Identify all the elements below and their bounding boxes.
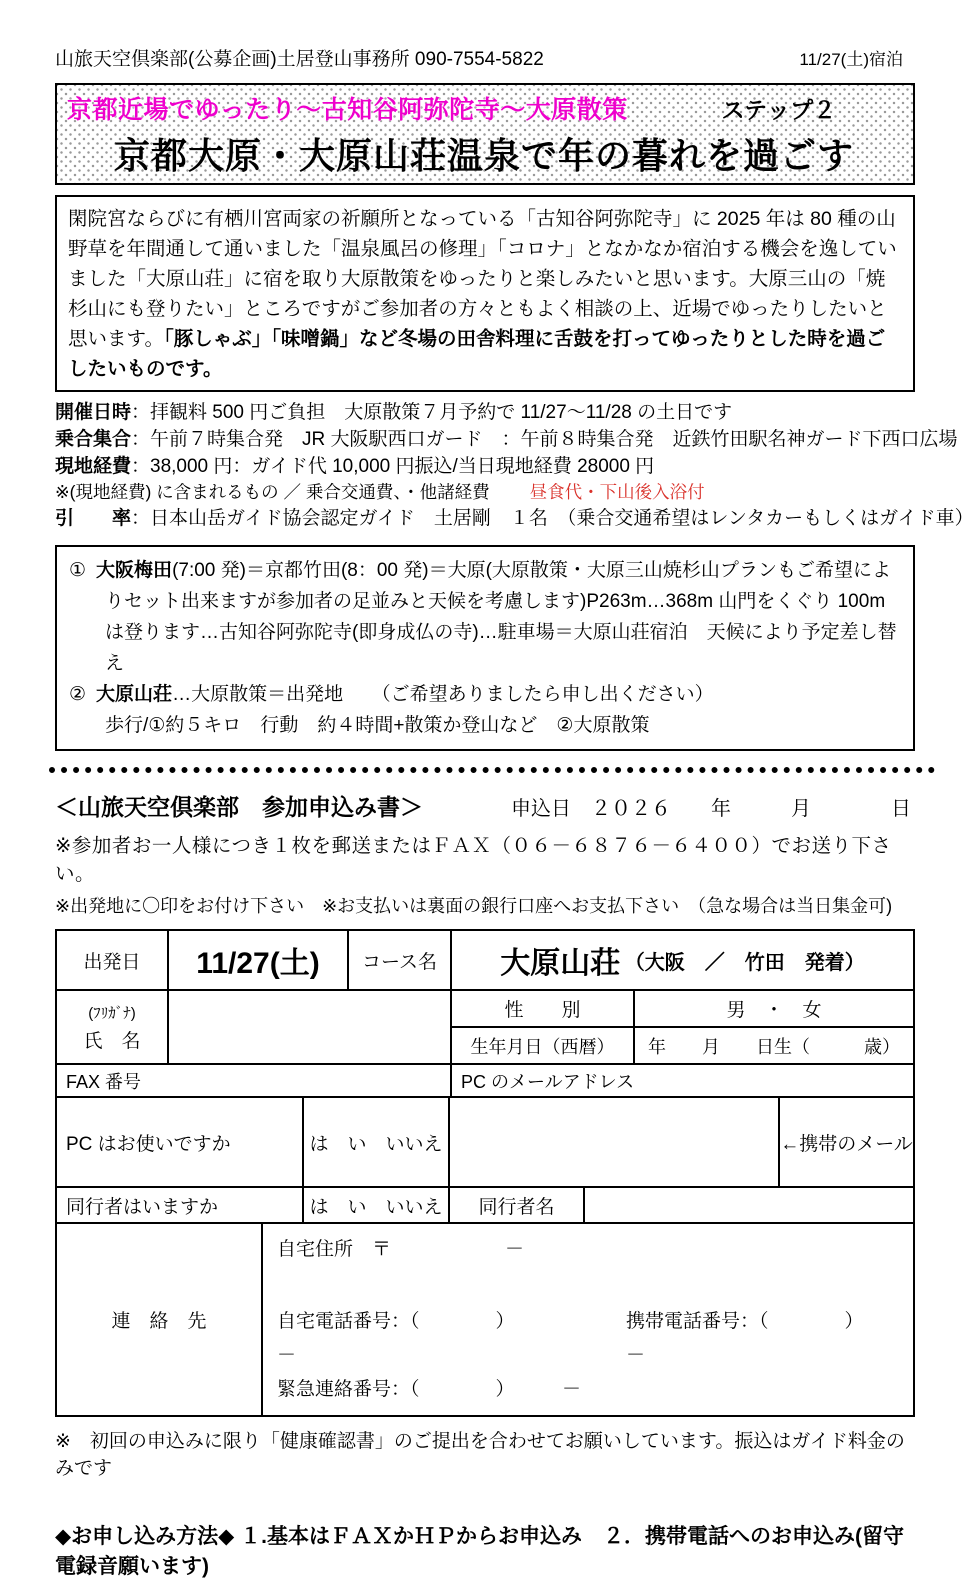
contact-label: 連 絡 先 [111,1311,207,1332]
birth-input[interactable]: 年 月 日生（ 歳） [633,1028,913,1063]
birth-row [452,1026,913,1063]
birth-label: 生年月日（西暦） [470,1036,615,1057]
sex-birth-subtable [450,991,913,1063]
tour-details [55,399,974,532]
application-date-field[interactable]: 申込日 ２０２６ 年 月 日 [511,798,911,820]
guide-label: 引 率 [55,508,132,529]
form-row-companion [57,1186,913,1222]
title-box [55,83,915,185]
document-header [55,44,915,71]
home-address-field[interactable]: 自宅住所 〒 － [277,1239,525,1260]
cost-label: 現地経費 [55,456,132,477]
sex-row [452,991,913,1026]
pc-mail-label: PC のメールアドレス [450,1065,913,1096]
course-name-value [450,931,913,989]
fax-number-field[interactable]: FAX 番号 [66,1071,142,1092]
cost-text: ：38,000 円：ガイド代 10,000 円振込/当日現地経費 28000 円 [131,456,655,477]
form-row-pc [57,1096,913,1186]
item1-start: 大阪梅田 [96,560,173,581]
meeting-text: ：午前７時集合発 JR 大阪駅西口ガード ：午前８時集合発 近鉄竹田駅名神ガード下西口広場 [131,429,958,450]
name-label-cell [57,991,167,1063]
companion-name-label: 同行者名 [448,1188,583,1222]
contact-input-area[interactable] [261,1224,913,1415]
home-phone-field[interactable]: 自宅電話番号：（ ） － [277,1311,563,1366]
schedule-line [55,399,915,426]
mobile-mail-note: ←携帯のメール [778,1098,913,1186]
furigana-label: (ﾌﾘｶﾞﾅ) [88,1004,136,1022]
fax-instruction: ※参加者お一人様につき１枚を郵送またはＦＡＸ（０６－６８７６－６４００）でお送り下さい。 [55,835,892,885]
intro-text-bold: 「豚しゃぶ」「味噌鍋」など冬場の田舎料理に舌鼓を打ってゆったりとした時を過ごしたいものです。 [68,328,886,380]
form-row-departure [57,931,913,989]
schedule-text: ：拝観料 500 円ご負担 大原散策７月予約で 11/27～11/28 の土日です [131,402,733,423]
companion-yes-no-options[interactable]: は い いいえ [302,1188,448,1222]
meeting-line [55,426,958,453]
item2-text: …大原散策＝出発地 （ご希望ありましたら申し出ください） [172,684,714,705]
application-form-title: ＜山旅天空倶楽部 参加申込み書＞ [55,794,423,820]
health-check-note: ※ 初回の申込みに限り「健康確認書」のご提出を合わせてお願いしています。振込はガイド料金のみです [55,1431,905,1479]
application-header [55,789,915,822]
name-label: 氏 名 [83,1030,141,1052]
guide-text: ：日本山岳ガイド協会認定ガイド 土居剛 １名 （乗合交通希望はレンタカーもしくはガイド車） [131,508,974,529]
item1-number: ① [69,560,87,581]
included-red-note: 昼食代・下山後入浴付 [529,482,705,502]
office-contact: 山旅天空倶楽部(公募企画)土居登山事務所 090-7554-5822 [55,49,544,70]
included-line [55,480,915,505]
apply-method-note: ◆お申し込み方法◆ １.基本はＦＡＸかＨＰからお申込み ２．携帯電話へのお申込み(留守電録音願います) [55,1525,904,1578]
pc-question: PC はお使いですか [66,1133,231,1155]
departure-label: 出発日 [83,951,141,973]
guide-line [55,505,974,532]
emergency-phone-field[interactable]: 緊急連絡番号：（ ） － [277,1379,582,1400]
mobile-phone-field[interactable]: 携帯電話番号：（ ） － [626,1311,912,1366]
itinerary-box [55,545,915,751]
pc-mail-input-cell[interactable] [448,1098,778,1186]
companion-name-input-cell[interactable] [583,1188,913,1222]
tour-title: 京都大原・大原山荘温泉で年の暮れを過ごす [113,135,854,176]
title-row [67,90,901,126]
item2-number: ② [69,684,87,705]
flyer-content [55,0,974,1580]
form-row-contact [57,1222,913,1415]
cut-line-separator [49,767,935,773]
tour-subtitle: 京都近場でゆったり～古知谷阿弥陀寺～大原散策 [67,96,628,124]
included-note: ※(現地経費) に含まれるもの ／ 乗合交通費、・他諸経費 [55,482,490,502]
itinerary-walking-info: 歩行/①約５キロ 行動 約４時間+散策か登山など ②大原散策 [105,715,650,736]
application-form-table [55,929,915,1417]
form-row-name [57,989,913,1063]
schedule-label: 開催日時 [55,402,132,423]
companion-question: 同行者はいますか [66,1196,219,1218]
departure-value: 11/27(土) [167,931,347,989]
item2-start: 大原山荘 [96,684,173,705]
stay-date: 11/27(土)宿泊 [799,50,903,69]
name-input-cell[interactable] [167,991,450,1063]
item1-text: (7:00 発)＝京都竹田(8：00 発)＝大原(大原散策・大原三山焼杉山プランもご希望によりセット出来ますが参加者の足並みと天候を考慮します)P263m…368m 山門をくぐり 100m は登ります…古知谷阿弥陀寺(即身成仏の寺)…駐車場＝大原山荘宿泊 天候により予定差し替え [105,560,897,674]
meeting-label: 乗合集合 [55,429,132,450]
sex-label: 性 別 [504,1000,581,1021]
cost-line [55,453,915,480]
itinerary-item-1 [69,555,901,679]
form-row-fax-mail [57,1063,913,1096]
pc-yes-no-options[interactable]: は い いいえ [302,1098,448,1186]
course-name-label: コース名 [347,931,450,989]
sex-options[interactable]: 男 ・ 女 [633,991,913,1026]
step-label: ステップ２ [721,97,836,123]
itinerary-item-2 [69,679,901,710]
intro-box [55,195,915,392]
course-route: （大阪 ／ 竹田 発着） [624,951,865,974]
course-name-main: 大原山荘 [500,947,621,980]
intro-text: 閑院宮ならびに有栖川宮両家の祈願所となっている「古知谷阿弥陀寺」に 2025 年は 80 種の山野草を年間通して通いました「温泉風呂の修理」「コロナ」となかなか宿泊する機会を逸していました「大原山荘」に宿を取り大原散策をゆったりと楽しみたいと思います。大原三山の「焼杉山にも登りたい」ところですがご参加者の方々ともよく相談の上、近場でゆったりしたいと思います。 [68,208,897,350]
payment-instruction: ※出発地に〇印をお付け下さい ※お支払いは裏面の銀行口座へお支払下さい （急な場合は当日集金可) [55,896,893,916]
phone-row [277,1305,913,1373]
